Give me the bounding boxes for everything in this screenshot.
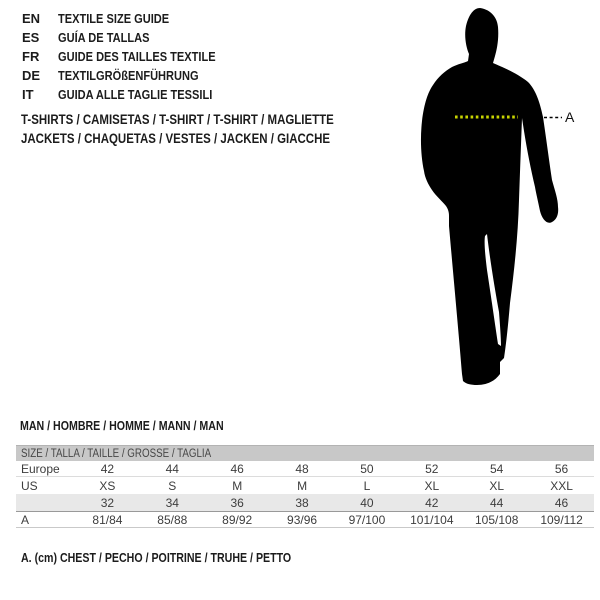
table-row-us-numeric xyxy=(16,494,594,511)
size-value: XS xyxy=(99,478,116,493)
size-value: 85/88 xyxy=(157,512,188,527)
size-value: 46 xyxy=(230,461,244,476)
size-value: 81/84 xyxy=(92,512,123,527)
size-value: M xyxy=(232,478,243,493)
size-value: M xyxy=(297,478,308,493)
language-label: TEXTILE SIZE GUIDE xyxy=(58,11,170,26)
size-value: XL xyxy=(489,478,505,493)
size-value: 38 xyxy=(295,495,309,510)
language-row-de xyxy=(22,66,243,85)
language-code: FR xyxy=(22,49,40,64)
table-header-row xyxy=(16,446,594,461)
row-label: US xyxy=(21,478,38,493)
size-value: 48 xyxy=(295,461,309,476)
section-title: MAN / HOMBRE / HOMME / MANN / MAN xyxy=(20,419,224,433)
size-value: XL xyxy=(424,478,440,493)
size-value: 40 xyxy=(360,495,374,510)
size-table xyxy=(16,445,594,528)
size-value: 52 xyxy=(425,461,439,476)
language-row-en xyxy=(22,9,243,28)
language-label: GUIDE DES TAILLES TEXTILE xyxy=(58,49,216,64)
language-code: EN xyxy=(22,11,41,26)
man-silhouette-figure xyxy=(405,0,600,400)
measurement-label-a: A xyxy=(565,109,575,125)
size-value: 36 xyxy=(230,495,244,510)
size-value: 89/92 xyxy=(222,512,253,527)
size-value: 50 xyxy=(360,461,374,476)
size-value: 34 xyxy=(165,495,179,510)
size-value: L xyxy=(363,478,371,493)
language-row-es xyxy=(22,28,243,47)
size-value: 32 xyxy=(100,495,115,510)
size-value: 93/96 xyxy=(287,512,318,527)
measurement-footnote: A. (cm) CHEST / PECHO / POITRINE / TRUHE / PETTO xyxy=(21,551,292,565)
size-value: 42 xyxy=(100,461,115,476)
row-label: Europe xyxy=(21,461,60,476)
language-row-fr xyxy=(22,47,243,66)
category-jackets: JACKETS / CHAQUETAS / VESTES / JACKEN / GIACCHE xyxy=(21,131,331,146)
language-label: GUIDA ALLE TAGLIE TESSILI xyxy=(58,87,213,102)
man-silhouette xyxy=(421,8,558,385)
size-value: S xyxy=(168,478,177,493)
size-value: 105/108 xyxy=(474,512,519,527)
table-row-us xyxy=(16,477,594,494)
row-label: A xyxy=(21,512,30,527)
table-row-chest-cm xyxy=(16,511,594,528)
size-value: 44 xyxy=(165,461,179,476)
size-value: 42 xyxy=(425,495,439,510)
language-code: DE xyxy=(22,68,41,83)
size-value: 54 xyxy=(490,461,504,476)
garment-category-list xyxy=(21,110,389,148)
size-value: 109/112 xyxy=(540,512,583,527)
language-code: IT xyxy=(22,87,34,102)
table-row-europe xyxy=(16,461,594,477)
size-value: 46 xyxy=(554,495,569,510)
table-header-label: SIZE / TALLA / TAILLE / GRÖSSE / TAGLIA xyxy=(21,447,212,460)
size-value: XXL xyxy=(550,478,573,493)
size-value: 44 xyxy=(490,495,504,510)
language-label: TEXTILGRÖßENFÜHRUNG xyxy=(58,68,199,83)
size-value: 101/104 xyxy=(410,512,454,527)
size-value: 97/100 xyxy=(348,512,386,527)
language-row-it xyxy=(22,85,243,104)
language-code: ES xyxy=(22,30,40,45)
language-list xyxy=(22,9,243,104)
category-tshirts: T-SHIRTS / CAMISETAS / T-SHIRT / T-SHIRT / MAGLIETTE xyxy=(21,112,334,127)
language-label: GUÍA DE TALLAS xyxy=(58,30,150,45)
size-value: 56 xyxy=(554,461,569,476)
